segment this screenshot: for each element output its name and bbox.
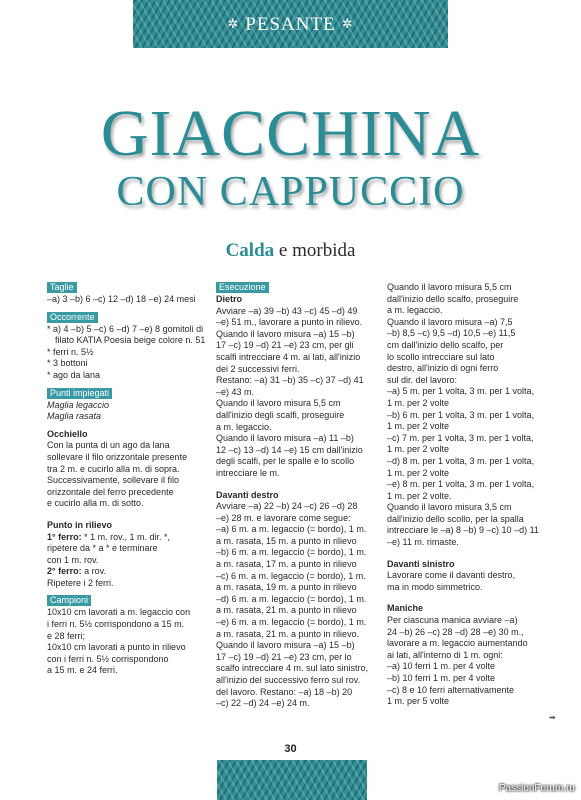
top-banner xyxy=(133,0,448,48)
section-header-taglie: Taglie xyxy=(47,282,77,293)
title-line-1: GIACCHINA xyxy=(100,97,481,170)
flower-icon: ✲ xyxy=(227,16,240,31)
scollo-text: Quando il lavoro misura 5,5 cm dall'inizio dello scalfo, proseguire a m. legaccio. Quando il lavoro misura –a) 7,5 –b) 8,5 –c) 9,5 –d) 10,5 –e) 11,5 cm dall'inizio dello scalfo, per lo scollo intrecciare sul lato destro, all'inizio di ogni ferro sul dir. del lavoro: –a) 5 m. per 1 volta, 3 m. per 1 volta, 1 m. per 2 volte –b) 6 m. per 1 volta, 3 m. per 1 volta, 1 m. per 2 volte –c) 7 m. per 1 volta, 3 m. per 1 volta, 1 m. per 2 volte –d) 8 m. per 1 volta, 3 m. per 1 volta, 1 m. per 2 volte –e) 8 m. per 1 volta, 3 m. per 1 volta, 1 m. per 2 volte. Quando il lavoro misura 3,5 cm dall'inizio dello scollo, per la spalla intrecciare le –a) 8 –b) 9 –c) 10 –d) 11 –e) 11 m. rimaste. xyxy=(387,282,539,548)
ferro-2-body: a rov. xyxy=(81,566,106,577)
section-header-esecuzione: Esecuzione xyxy=(216,282,269,293)
column-1 xyxy=(47,282,207,677)
maniche-text: Per ciascuna manica avviare –a) 24 –b) 26 –c) 28 –d) 28 –e) 30 m., lavorare a m. legaccio aumentando ai lati, all'interno di 1 m. ogni: –a) 10 ferri 1 m. per 4 volte –b) 10 ferri 1 m. per 4 volte –c) 8 e 10 ferri alternativamente 1 m. per 5 volte xyxy=(387,615,528,707)
subtitle-rest: e morbida xyxy=(274,240,356,261)
subtitle-accent: Calda xyxy=(225,240,275,261)
watermark: PassionForum.ru xyxy=(498,783,575,794)
column-2 xyxy=(216,282,378,710)
davanti-sinistro-text: Lavorare come il davanti destro, ma in modo simmetrico. xyxy=(387,570,516,592)
ferro-1-label: 1° ferro: xyxy=(47,531,82,542)
davanti-destro-heading: Davanti destro xyxy=(216,489,279,500)
section-header-occorrente: Occorrente xyxy=(47,312,98,323)
ferro-2-text xyxy=(47,566,207,578)
ferro-2-label: 2° ferro: xyxy=(47,566,82,577)
dietro-text: Avviare –a) 39 –b) 43 –c) 45 –d) 49 –e) 51 m., lavorare a punto in rilievo. Quando il lavoro misura –a) 15 –b) 17 –c) 19 –d) 21 –e) 23 cm, per gli scalfi intrecciare 4 m. ai lati, all'inizio dei 2 successivi ferri. Restano: –a) 31 –b) 35 –c) 37 –d) 41 –e) 43 m. Quando il lavoro misura 5,5 cm dall'inizio degli scalfi, proseguire a m. legaccio. Quando il lavoro misura –a) 11 –b) 12 –c) 13 –d) 14 –e) 15 cm dall'inizio degli scalfi, per le spalle e lo scollo intrecciare le m. xyxy=(216,305,364,478)
occorrente-item: * ferri n. 5½ xyxy=(47,346,94,357)
flower-icon: ✲ xyxy=(341,16,354,31)
page-number: 30 xyxy=(284,743,297,755)
occorrente-item: * a) 4 –b) 5 –c) 6 –d) 7 –e) 8 gomitoli di filato KATIA Poesia beige colore n. 51 xyxy=(47,323,206,346)
section-label-text: PESANTE xyxy=(245,14,336,35)
taglie-text: –a) 3 –b) 6 –c) 12 –d) 18 –e) 24 mesi xyxy=(47,294,196,304)
section-label xyxy=(133,14,448,36)
column-3 xyxy=(387,282,547,708)
campioni-text: 10x10 cm lavorati a m. legaccio con i ferri n. 5½ corrispondono a 15 m. e 28 ferri; 10x10 cm lavorati a punto in rilievo con i ferri n. 5½ corrispondono a 15 m. e 24 ferri. xyxy=(47,607,191,676)
continue-arrow-icon: ➡ xyxy=(549,713,556,722)
subtitle xyxy=(0,240,581,262)
title-line-2: CON CAPPUCCIO xyxy=(116,169,465,215)
punti-item: Maglia rasata xyxy=(47,411,102,422)
davanti-sinistro-heading: Davanti sinistro xyxy=(387,558,455,569)
punti-item: Maglia legaccio xyxy=(47,399,110,410)
bottom-band xyxy=(217,760,367,800)
occhiello-text: Con la punta di un ago da lana sollevare il filo orizzontale presente tra 2 m. e cucirlo alla m. di sopra. Successivamente, sollevare il filo orizzontale del ferro precedente e cucirlo alla m. di sotto. xyxy=(47,440,188,509)
section-header-campioni: Campioni xyxy=(47,595,91,606)
occorrente-item: * ago da lana xyxy=(47,369,101,380)
ferro-1-body: * 1 m. rov., 1 m. dir. *, ripetere da * a * e terminare con 1 m. rov. xyxy=(47,531,170,565)
davanti-destro-text: Avviare –a) 22 –b) 24 –c) 26 –d) 28 –e) 28 m. e lavorare come segue: –a) 6 m. a m. legaccio (= bordo), 1 m. a m. rasata, 15 m. a punto in rilievo –b) 6 m. a m. legaccio (= bordo), 1 m. a m. rasata, 17 m. a punto in rilievo –c) 6 m. a m. legaccio (= bordo), 1 m. a m. rasata, 19 m. a punto in rilievo –d) 6 m. a m. legaccio (= bordo), 1 m. a m. rasata, 21 m. a punto in rilievo –e) 6 m. a m. legaccio (= bordo), 1 m. a m. rasata, 21 m. a punto in rilievo. Quando il lavoro misura –a) 15 –b) 17 –c) 19 –d) 21 –e) 23 cm, per lo scalfo intrecciare 4 m. sul lato sinistro, all'inizio del successivo ferro sul rov. del lavoro. Restano: –a) 18 –b) 20 –c) 22 –d) 24 –e) 24 m. xyxy=(216,501,369,709)
maniche-heading: Maniche xyxy=(387,603,424,614)
dietro-heading: Dietro xyxy=(216,294,243,304)
occhiello-heading: Occhiello xyxy=(47,428,88,439)
rilievo-heading: Punto in rilievo xyxy=(47,519,113,530)
ferro-1-text xyxy=(47,532,207,567)
occorrente-item: * 3 bottoni xyxy=(47,358,88,369)
ripetere-text: Ripetere i 2 ferri. xyxy=(47,577,114,588)
section-header-punti: Punti impiegati xyxy=(47,388,112,399)
